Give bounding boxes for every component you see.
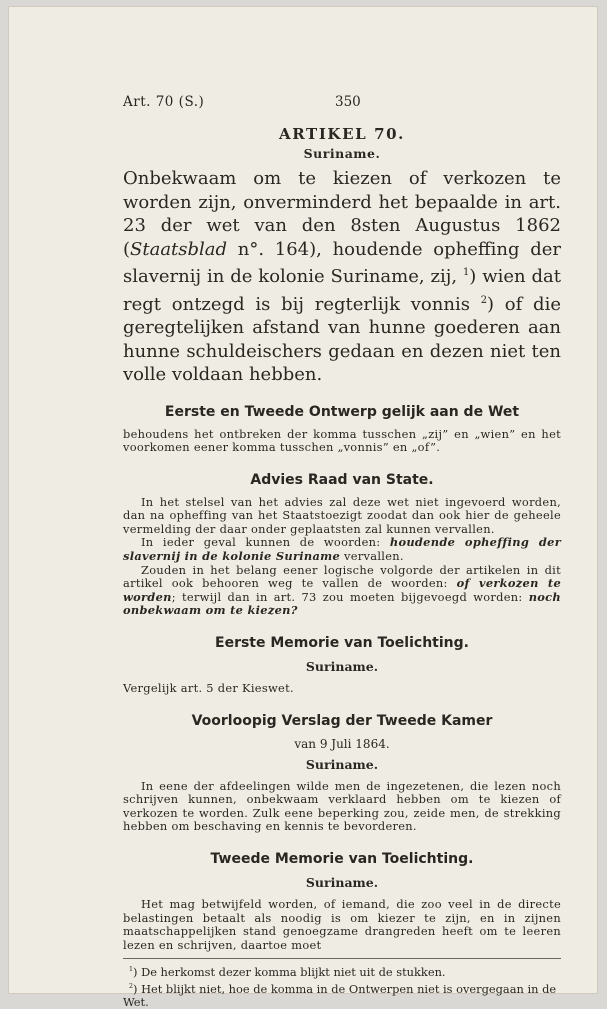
article-text-part: n°. 164), houdende opheffing der slavernij in de kolonie Suriname, zij,	[123, 238, 561, 287]
footnote-mark-2: 2	[129, 982, 133, 990]
running-header	[123, 94, 561, 116]
advies-p2-end: vervallen.	[340, 549, 404, 564]
advies-paragraph-1: In het stelsel van het advies zal deze wet niet ingevoerd worden, dan na opheffing van het Staatstoezigt zoodat dan ook hier de geheele vermelding der daar onder geplaatsten zal kunnen vervallen.	[123, 494, 561, 536]
verslag-date: van 9 Juli 1864.	[294, 736, 390, 751]
footnote-ref-2: 2	[480, 294, 488, 306]
article-text-part: ) wien dat regt ontzegd is bij regterlijk vonnis	[123, 266, 561, 315]
article-title: ARTIKEL 70.	[279, 125, 405, 143]
ontwerp-text-span: behoudens het ontbreken der komma tusschen „zij” en „wien” en het voorkomen eener komma tusschen „vonnis” en „of”.	[123, 426, 561, 455]
page-number: 350	[335, 94, 361, 110]
footnote-divider	[123, 958, 561, 959]
footnote-mark-1: 1	[129, 966, 133, 974]
footnote-1-text: ) De herkomst dezer komma blijkt niet uit de stukken.	[133, 965, 446, 980]
footnote-ref-1: 1	[462, 267, 470, 278]
section-title-verslag: Voorloopig Verslag der Tweede Kamer	[191, 712, 493, 729]
section-title-memorie-1: Eerste Memorie van Toelichting.	[215, 635, 469, 652]
footnote-1	[123, 963, 561, 979]
advies-p3-text: Zouden in het belang eener logische volgorde der artikelen in dit artikel ook behooren weg te vallen de woorden:	[123, 562, 561, 591]
ontwerp-text	[123, 428, 561, 455]
article-text-part: ) of die geregtelijken afstand van hunne goederen aan hunne schuldeischers gedaan en dezen niet ten volle voldaan hebben.	[123, 293, 561, 385]
footnote-2-text: ) Het blijkt niet, hoe de komma in de Ontwerpen niet is overgegaan in de Wet.	[123, 981, 557, 1009]
advies-p2-text: In ieder geval kunnen de woorden:	[141, 535, 390, 550]
page-content	[123, 94, 561, 1009]
advies-paragraph-2	[123, 536, 561, 563]
page	[8, 6, 598, 1009]
article-text	[123, 167, 561, 387]
advies-p3-quote-2: noch onbekwaam om te kiezen?	[123, 589, 561, 618]
staatsblad-term: Staatsblad	[130, 238, 228, 260]
advies-paragraph-3	[123, 564, 561, 618]
footnote-2	[123, 980, 561, 1009]
section-title-memorie-2: Tweede Memorie van Toelichting.	[210, 851, 474, 867]
memorie-1-text: Vergelijk art. 5 der Kieswet.	[123, 681, 294, 696]
advies-p3-quote-1: of verkozen te worden	[123, 576, 561, 604]
section-title-advies: Advies Raad van State.	[250, 471, 434, 488]
verslag-subtitle: Suriname.	[305, 756, 379, 772]
memorie-1-subtitle: Suriname.	[305, 659, 379, 675]
memorie-2-text: Het mag betwijfeld worden, of iemand, die zoo veel in de directe belastingen betaalt als noodig is om kiezer te zijn, en in zijnen maatschappelijken stand genoegzame drangreden heeft om te leeren lezen en schrijven, daartoe moet	[123, 897, 561, 952]
advies-p3-middle: ; terwijl dan in art. 73 zou moeten bijgevoegd worden:	[171, 589, 529, 604]
section-title-ontwerp: Eerste en Tweede Ontwerp gelijk aan de Wet	[164, 403, 520, 420]
article-subtitle: Suriname.	[303, 146, 381, 161]
article-reference: Art. 70 (S.)	[123, 94, 205, 110]
advies-p2-quote: houdende opheffing der slavernij in de kolonie Suriname	[123, 535, 561, 564]
memorie-2-subtitle: Suriname.	[305, 875, 379, 890]
article-text-part: Onbekwaam om te kiezen of verkozen te worden zijn, onverminderd het bepaalde in art. 23 der wet van den 8sten Augustus 1862 (	[123, 168, 561, 260]
verslag-text: In eene der afdeelingen wilde men de ingezetenen, die lezen noch schrijven kunnen, onbekwaam verklaard hebben om te kiezen of verkozen te worden. Zulk eene beperking zou, zeide men, de strekking hebben om beschaving en kennis te bevorderen.	[123, 778, 561, 834]
